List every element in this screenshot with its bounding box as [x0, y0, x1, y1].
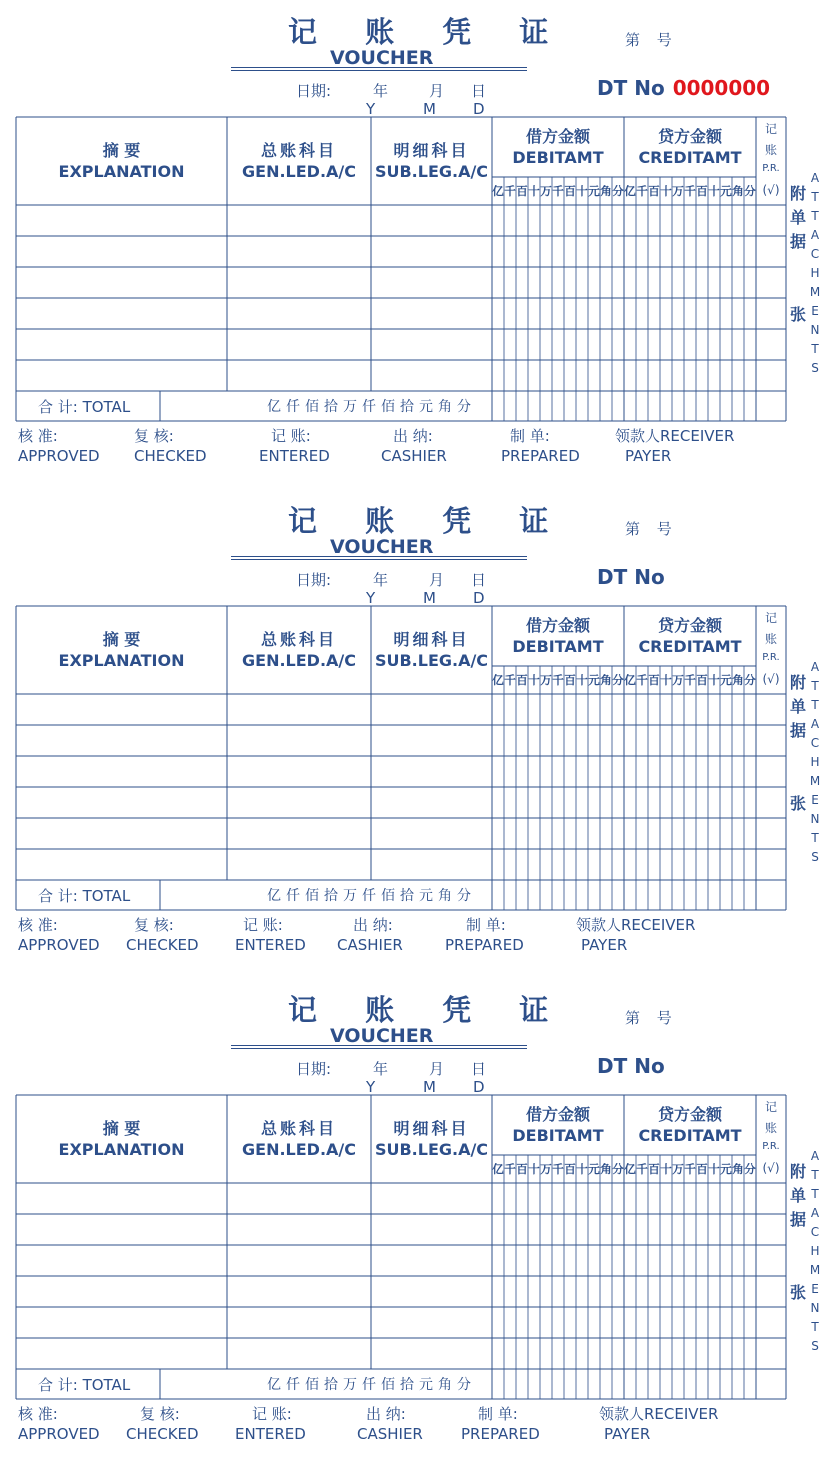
- attach-dan: 单: [790, 697, 807, 716]
- unit-label: 十: [708, 184, 720, 198]
- unit-label: 亿: [492, 1162, 504, 1176]
- unit-label: 元: [720, 1162, 732, 1176]
- total-label: 合 计: TOTAL: [38, 1376, 131, 1394]
- unit-label: 亿: [624, 1162, 636, 1176]
- attach-fu: 附: [790, 1162, 807, 1181]
- header-gen-cn: 总账科目: [260, 141, 337, 160]
- attach-letter: E: [811, 1282, 819, 1296]
- attach-dan: 单: [790, 208, 807, 227]
- header-sub-cn: 明细科目: [393, 1119, 470, 1138]
- unit-label: 万: [540, 673, 552, 687]
- dt-no-label: DT No: [597, 76, 665, 100]
- signature-label-en: APPROVED: [18, 1425, 100, 1443]
- attach-letter: M: [809, 1263, 821, 1277]
- unit-label: 元: [588, 184, 600, 198]
- header-credit-cn: 贷方金额: [657, 127, 722, 146]
- header-explanation-cn: 摘 要: [102, 141, 141, 160]
- unit-label: 分: [612, 1162, 624, 1176]
- signature-label-cn: 制 单:: [466, 916, 506, 934]
- header-pr-4: (√): [762, 183, 780, 197]
- signature-label-en: PAYER: [604, 1425, 651, 1443]
- signature-label-cn: 复 核:: [134, 427, 174, 445]
- signature-label-en: CASHIER: [357, 1425, 423, 1443]
- header-sub-en: SUB.LEG.A/C: [374, 651, 489, 670]
- signature-label-cn: 核 准:: [18, 916, 58, 934]
- unit-label: 百: [648, 1162, 660, 1176]
- unit-label: 百: [648, 673, 660, 687]
- unit-label: 十: [528, 673, 540, 687]
- total-units: 亿仟佰拾万仟佰拾元角分: [267, 1377, 476, 1393]
- attach-letter: T: [811, 342, 819, 356]
- unit-label: 千: [504, 184, 516, 198]
- unit-label: 百: [564, 1162, 576, 1176]
- dt-no-value: 0000000: [672, 76, 771, 100]
- unit-label: 元: [588, 673, 600, 687]
- attach-letter: T: [811, 209, 819, 223]
- unit-label: 千: [636, 184, 648, 198]
- total-label: 合 计: TOTAL: [38, 887, 131, 905]
- signature-label-cn: 记 账:: [252, 1405, 292, 1423]
- header-explanation-en: EXPLANATION: [58, 1140, 185, 1159]
- unit-label: 千: [684, 673, 696, 687]
- header-pr-2: 账: [764, 1121, 777, 1135]
- voucher-title-en: VOUCHER: [330, 47, 434, 69]
- date-year-cn: 年: [373, 1060, 389, 1078]
- attach-letter: T: [811, 679, 819, 693]
- unit-label: 万: [672, 1162, 684, 1176]
- date-day-en: D: [473, 589, 485, 607]
- date-day-en: D: [473, 100, 485, 118]
- header-explanation-en: EXPLANATION: [58, 651, 185, 670]
- header-gen-cn: 总账科目: [260, 1119, 337, 1138]
- attach-letter: N: [810, 323, 820, 337]
- unit-label: 万: [540, 1162, 552, 1176]
- attach-letter: T: [811, 1187, 819, 1201]
- attach-letter: N: [810, 1301, 820, 1315]
- attach-letter: E: [811, 304, 819, 318]
- signature-label-cn: 复 核:: [134, 916, 174, 934]
- header-pr-3: P.R.: [762, 1141, 780, 1152]
- attach-zhang: 张: [790, 794, 807, 813]
- signature-label-cn: 出 纳:: [393, 427, 433, 445]
- attach-letter: C: [810, 1225, 820, 1239]
- header-pr-4: (√): [762, 1161, 780, 1175]
- date-year-en: Y: [366, 589, 376, 607]
- unit-label: 十: [708, 1162, 720, 1176]
- attach-ju: 据: [790, 232, 807, 251]
- header-gen-en: GEN.LED.A/C: [242, 651, 356, 670]
- unit-label: 万: [672, 673, 684, 687]
- unit-label: 十: [708, 673, 720, 687]
- unit-label: 万: [540, 184, 552, 198]
- unit-label: 亿: [624, 184, 636, 198]
- attach-letter: S: [811, 361, 819, 375]
- unit-label: 十: [528, 1162, 540, 1176]
- unit-label: 百: [564, 673, 576, 687]
- dt-no-label: DT No: [597, 1054, 665, 1078]
- signature-label-en: PREPARED: [445, 936, 524, 954]
- date-month-cn: 月: [429, 82, 445, 100]
- attach-letter: N: [810, 812, 820, 826]
- signature-label-en: PREPARED: [461, 1425, 540, 1443]
- voucher: [0, 978, 836, 1458]
- header-debit-cn: 借方金额: [525, 616, 590, 635]
- signature-label-en: PAYER: [625, 447, 672, 465]
- attach-letter: A: [810, 1149, 820, 1163]
- header-explanation-cn: 摘 要: [102, 1119, 141, 1138]
- attach-letter: T: [811, 1320, 819, 1334]
- header-pr-3: P.R.: [762, 652, 780, 663]
- header-explanation-cn: 摘 要: [102, 630, 141, 649]
- header-credit-cn: 贷方金额: [657, 1105, 722, 1124]
- attach-letter: A: [810, 660, 820, 674]
- attach-letter: T: [811, 190, 819, 204]
- attach-letter: H: [810, 1244, 820, 1258]
- header-sub-cn: 明细科目: [393, 141, 470, 160]
- total-units: 亿仟佰拾万仟佰拾元角分: [267, 888, 476, 904]
- header-credit-en: CREDITAMT: [638, 148, 742, 167]
- signature-label-cn: 制 单:: [510, 427, 550, 445]
- total-label: 合 计: TOTAL: [38, 398, 131, 416]
- attach-letter: S: [811, 1339, 819, 1353]
- signature-label-cn: 核 准:: [18, 427, 58, 445]
- signature-label-en: ENTERED: [259, 447, 330, 465]
- total-units: 亿仟佰拾万仟佰拾元角分: [267, 399, 476, 415]
- dt-no-label: DT No: [597, 565, 665, 589]
- attach-letter: A: [810, 1206, 820, 1220]
- voucher-number-label: 第 号: [625, 1009, 678, 1027]
- unit-label: 角: [732, 1162, 744, 1176]
- signature-label-cn: 领款人RECEIVER: [615, 427, 735, 445]
- unit-label: 千: [552, 1162, 564, 1176]
- date-year-en: Y: [366, 1078, 376, 1096]
- unit-label: 角: [600, 184, 612, 198]
- unit-label: 千: [684, 1162, 696, 1176]
- header-credit-en: CREDITAMT: [638, 637, 742, 656]
- date-label: 日期:: [296, 571, 332, 589]
- date-year-cn: 年: [373, 571, 389, 589]
- signature-label-en: APPROVED: [18, 447, 100, 465]
- attach-letter: H: [810, 755, 820, 769]
- date-label: 日期:: [296, 82, 332, 100]
- unit-label: 千: [636, 1162, 648, 1176]
- attachments-vertical-label: [809, 1147, 821, 1356]
- unit-label: 千: [636, 673, 648, 687]
- date-label: 日期:: [296, 1060, 332, 1078]
- attach-ju: 据: [790, 1210, 807, 1229]
- attach-letter: A: [810, 228, 820, 242]
- unit-label: 分: [612, 184, 624, 198]
- unit-label: 元: [720, 184, 732, 198]
- signature-label-cn: 记 账:: [271, 427, 311, 445]
- unit-label: 万: [672, 184, 684, 198]
- signature-label-cn: 核 准:: [18, 1405, 58, 1423]
- unit-label: 元: [720, 673, 732, 687]
- unit-label: 百: [696, 673, 708, 687]
- attach-letter: C: [810, 736, 820, 750]
- unit-label: 十: [660, 184, 672, 198]
- attach-letter: T: [811, 1168, 819, 1182]
- unit-label: 千: [504, 673, 516, 687]
- attach-letter: T: [811, 831, 819, 845]
- header-pr-1: 记: [764, 611, 777, 625]
- header-explanation-en: EXPLANATION: [58, 162, 185, 181]
- header-pr-3: P.R.: [762, 163, 780, 174]
- unit-label: 分: [744, 184, 756, 198]
- unit-label: 角: [732, 184, 744, 198]
- attach-letter: H: [810, 266, 820, 280]
- date-month-cn: 月: [429, 1060, 445, 1078]
- date-month-en: M: [423, 589, 436, 607]
- date-month-cn: 月: [429, 571, 445, 589]
- unit-label: 千: [684, 184, 696, 198]
- unit-label: 百: [648, 184, 660, 198]
- unit-label: 千: [552, 184, 564, 198]
- signature-label-cn: 出 纳:: [366, 1405, 406, 1423]
- date-year-cn: 年: [373, 82, 389, 100]
- header-debit-cn: 借方金额: [525, 127, 590, 146]
- header-pr-1: 记: [764, 1100, 777, 1114]
- header-debit-en: DEBITAMT: [512, 1126, 604, 1145]
- unit-label: 千: [552, 673, 564, 687]
- unit-label: 分: [744, 1162, 756, 1176]
- header-sub-en: SUB.LEG.A/C: [374, 1140, 489, 1159]
- header-debit-cn: 借方金额: [525, 1105, 590, 1124]
- signature-label-cn: 记 账:: [243, 916, 283, 934]
- header-pr-2: 账: [764, 632, 777, 646]
- attach-letter: T: [811, 698, 819, 712]
- unit-label: 角: [732, 673, 744, 687]
- unit-label: 十: [660, 673, 672, 687]
- unit-label: 十: [528, 184, 540, 198]
- signature-label-en: CHECKED: [134, 447, 207, 465]
- header-gen-en: GEN.LED.A/C: [242, 1140, 356, 1159]
- voucher: [0, 489, 836, 969]
- header-pr-2: 账: [764, 143, 777, 157]
- header-credit-cn: 贷方金额: [657, 616, 722, 635]
- attach-dan: 单: [790, 1186, 807, 1205]
- attach-fu: 附: [790, 184, 807, 203]
- signature-label-en: CASHIER: [381, 447, 447, 465]
- header-debit-en: DEBITAMT: [512, 637, 604, 656]
- unit-label: 十: [576, 184, 588, 198]
- unit-label: 角: [600, 1162, 612, 1176]
- unit-label: 百: [696, 184, 708, 198]
- attach-fu: 附: [790, 673, 807, 692]
- attach-letter: M: [809, 285, 821, 299]
- voucher-number-label: 第 号: [625, 520, 678, 538]
- header-credit-en: CREDITAMT: [638, 1126, 742, 1145]
- unit-label: 百: [516, 673, 528, 687]
- signature-label-en: CASHIER: [337, 936, 403, 954]
- date-year-en: Y: [366, 100, 376, 118]
- date-day-cn: 日: [471, 1060, 487, 1078]
- voucher: [0, 0, 836, 480]
- unit-label: 十: [576, 673, 588, 687]
- signature-label-en: PAYER: [581, 936, 628, 954]
- signature-label-en: ENTERED: [235, 936, 306, 954]
- unit-label: 亿: [492, 184, 504, 198]
- header-pr-1: 记: [764, 122, 777, 136]
- signature-label-cn: 出 纳:: [353, 916, 393, 934]
- attach-zhang: 张: [790, 1283, 807, 1302]
- unit-label: 千: [504, 1162, 516, 1176]
- date-day-cn: 日: [471, 571, 487, 589]
- signature-label-cn: 制 单:: [478, 1405, 518, 1423]
- voucher-number-label: 第 号: [625, 31, 678, 49]
- unit-label: 百: [516, 184, 528, 198]
- unit-label: 十: [660, 1162, 672, 1176]
- date-month-en: M: [423, 100, 436, 118]
- voucher-title-cn: 记 账 凭 证: [288, 993, 568, 1027]
- signature-label-en: CHECKED: [126, 936, 199, 954]
- attach-letter: A: [810, 171, 820, 185]
- header-sub-en: SUB.LEG.A/C: [374, 162, 489, 181]
- header-debit-en: DEBITAMT: [512, 148, 604, 167]
- attach-letter: S: [811, 850, 819, 864]
- attach-letter: C: [810, 247, 820, 261]
- header-gen-en: GEN.LED.A/C: [242, 162, 356, 181]
- attach-letter: M: [809, 774, 821, 788]
- unit-label: 百: [516, 1162, 528, 1176]
- signature-label-cn: 复 核:: [140, 1405, 180, 1423]
- unit-label: 亿: [624, 673, 636, 687]
- date-day-en: D: [473, 1078, 485, 1096]
- date-month-en: M: [423, 1078, 436, 1096]
- date-day-cn: 日: [471, 82, 487, 100]
- signature-label-cn: 领款人RECEIVER: [599, 1405, 719, 1423]
- attach-letter: A: [810, 717, 820, 731]
- signature-label-en: ENTERED: [235, 1425, 306, 1443]
- voucher-title-cn: 记 账 凭 证: [288, 504, 568, 538]
- signature-label-en: APPROVED: [18, 936, 100, 954]
- voucher-title-en: VOUCHER: [330, 1025, 434, 1047]
- signature-label-en: PREPARED: [501, 447, 580, 465]
- attach-zhang: 张: [790, 305, 807, 324]
- header-pr-4: (√): [762, 672, 780, 686]
- unit-label: 亿: [492, 673, 504, 687]
- attach-ju: 据: [790, 721, 807, 740]
- unit-label: 分: [744, 673, 756, 687]
- unit-label: 百: [564, 184, 576, 198]
- signature-label-en: CHECKED: [126, 1425, 199, 1443]
- voucher-title-cn: 记 账 凭 证: [288, 15, 568, 49]
- attachments-vertical-label: [809, 169, 821, 378]
- unit-label: 分: [612, 673, 624, 687]
- attach-letter: E: [811, 793, 819, 807]
- attachments-vertical-label: [809, 658, 821, 867]
- voucher-title-en: VOUCHER: [330, 536, 434, 558]
- unit-label: 角: [600, 673, 612, 687]
- header-gen-cn: 总账科目: [260, 630, 337, 649]
- signature-label-cn: 领款人RECEIVER: [576, 916, 696, 934]
- unit-label: 元: [588, 1162, 600, 1176]
- unit-label: 百: [696, 1162, 708, 1176]
- header-sub-cn: 明细科目: [393, 630, 470, 649]
- unit-label: 十: [576, 1162, 588, 1176]
